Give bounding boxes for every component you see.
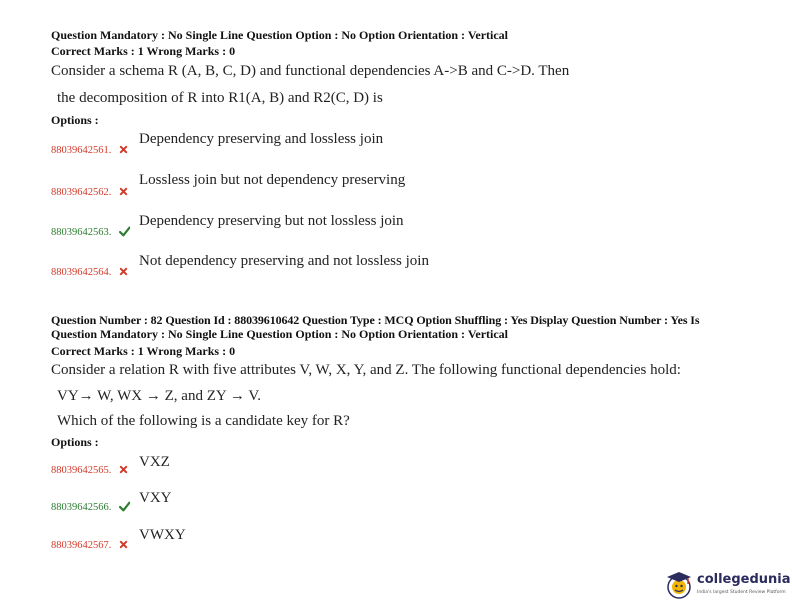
cross-icon	[119, 267, 128, 276]
q2-option-2[interactable]	[51, 497, 130, 515]
q2-options-label: Options :	[51, 435, 99, 449]
q2-meta-line2: Correct Marks : 1 Wrong Marks : 0	[51, 344, 236, 358]
option-id: 88039642561.	[51, 145, 112, 156]
q1-text-line2: the decomposition of R into R1(A, B) and R2(C, D) is	[57, 90, 383, 106]
cross-icon	[119, 465, 128, 474]
check-icon	[119, 501, 130, 512]
option-id: 88039642566.	[51, 502, 112, 513]
q1-option-2[interactable]	[51, 182, 128, 200]
graduation-cap-icon	[664, 570, 694, 600]
q2-text-line1: Consider a relation R with five attributes V, W, X, Y, and Z. The following functional dependencies hold:	[51, 362, 681, 378]
q2-option-1[interactable]	[51, 460, 128, 478]
check-icon	[119, 226, 130, 237]
q2-option-1-text: VXZ	[139, 454, 170, 470]
cross-icon	[119, 187, 128, 196]
brand-tagline: India's largest Student Review Platform	[697, 590, 786, 595]
q1-option-3[interactable]	[51, 222, 130, 240]
q1-meta-line2: Correct Marks : 1 Wrong Marks : 0	[51, 44, 236, 58]
cross-icon	[119, 540, 128, 549]
q2-text-line2: VY→ W, WX → Z, and ZY → V.	[57, 388, 262, 404]
option-id: 88039642562.	[51, 187, 112, 198]
cross-icon	[119, 145, 128, 154]
q1-option-3-text: Dependency preserving but not lossless join	[139, 213, 404, 229]
collegedunia-logo	[664, 568, 791, 602]
q1-option-1-text: Dependency preserving and lossless join	[139, 131, 384, 147]
q1-option-1[interactable]	[51, 140, 128, 158]
q1-option-4[interactable]	[51, 262, 128, 280]
option-id: 88039642564.	[51, 267, 112, 278]
q2-option-2-text: VXY	[139, 490, 172, 506]
q2-meta-line1: Question Mandatory : No Single Line Question Option : No Option Orientation : Vertical	[51, 327, 509, 341]
option-id: 88039642563.	[51, 227, 112, 238]
q2-text-line3: Which of the following is a candidate key for R?	[57, 413, 350, 429]
q2-option-3[interactable]	[51, 535, 128, 553]
q1-option-2-text: Lossless join but not dependency preserving	[139, 172, 406, 188]
q1-meta-line1: Question Mandatory : No Single Line Question Option : No Option Orientation : Vertical	[51, 28, 509, 42]
q2-meta-line0: Question Number : 82 Question Id : 88039610642 Question Type : MCQ Option Shuffling : Yes Display Question Number : Yes Is	[51, 313, 700, 327]
option-id: 88039642567.	[51, 540, 112, 551]
option-id: 88039642565.	[51, 465, 112, 476]
brand-name: collegedunia	[697, 572, 791, 587]
q1-text-line1: Consider a schema R (A, B, C, D) and functional dependencies A->B and C->D. Then	[51, 63, 570, 79]
q1-options-label: Options :	[51, 113, 99, 127]
q1-option-4-text: Not dependency preserving and not lossless join	[139, 253, 429, 269]
q2-option-3-text: VWXY	[139, 527, 186, 543]
